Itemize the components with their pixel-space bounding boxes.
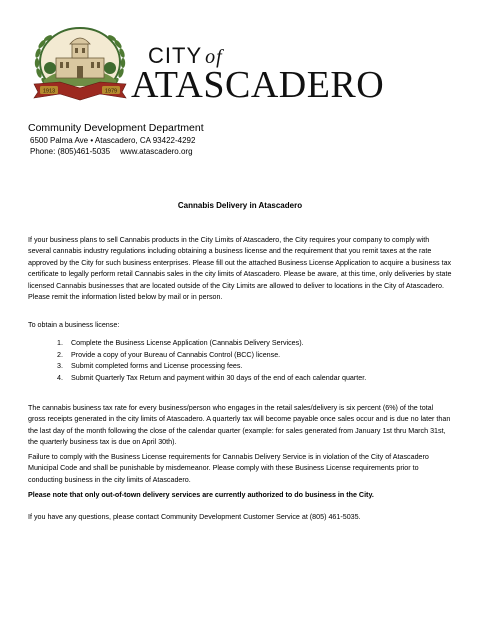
list-item: 4. Submit Quarterly Tax Return and payment within 30 days of the end of each calendar quarter.: [57, 373, 367, 382]
list-item: 3. Submit completed forms and License processing fees.: [57, 362, 243, 371]
department-address: 6500 Palma Ave • Atascadero, CA 93422-4292: [30, 136, 196, 145]
city-seal-logo: [26, 22, 134, 106]
department-name: Community Development Department: [28, 122, 204, 134]
list-item: 1. Complete the Business License Application (Cannabis Delivery Services).: [57, 339, 304, 347]
list-item: 2. Provide a copy of your Bureau of Cannabis Control (BCC) license.: [57, 350, 281, 359]
website-url: www.atascadero.org: [120, 147, 193, 156]
logo-city-word: CITY: [148, 43, 203, 68]
license-steps-list: [57, 338, 366, 384]
contact-line: [30, 146, 193, 157]
logo-of-word: of: [205, 46, 223, 68]
questions-paragraph: If you have any questions, please contact Community Development Customer Service at (805) 461-5035.: [28, 513, 361, 521]
phone-number: Phone: (805)461-5035: [30, 147, 111, 156]
intro-paragraph: If your business plans to sell Cannabis products in the City Limits of Atascadero, the City requires your company to comply with several cannabis industry regulations including obtaining a business license and the requirement that you remit taxes at the rate approved by the City for such business enterprises. Please fill out the attached Business License Application to acquire a business tax certificate to legally perform retail Cannabis sales in the city limits of Atascadero. Please be aware, at this time, only deliveries by state licensed Cannabis businesses that are located outside of the City Limits are allowed to deliver to locations in the City of Atascadero. Please remit the information listed below by mail or in person.: [28, 236, 452, 302]
authorization-note: Please note that only out-of-town delivery services are currently authorized to do business in the City.: [28, 491, 374, 499]
logo-city-name: ATASCADERO: [131, 64, 385, 106]
tax-rate-paragraph: The cannabis business tax rate for every business/person who engages in the retail sales/delivery is six percent (6%) of the total gross receipts generated in the city limits of Atascadero. A quarterly tax will become payable once sales occur and is due no later than the last day of the month following the close of the calendar quarter (example: for sales generated from January 1st thru March 31st, the quarterly business tax is due on April 30th).: [28, 404, 451, 447]
document-title: Cannabis Delivery in Atascadero: [177, 201, 303, 210]
compliance-paragraph: Failure to comply with the Business License requirements for Cannabis Delivery Service is in violation of the City of Atascadero Municipal Code and shall be punishable by misdemeanor. Please comply with these Business License requirements prior to conducting business in the city limits of Atascadero.: [28, 453, 429, 484]
seal-badge-right: 1979: [104, 88, 118, 95]
obtain-license-paragraph: To obtain a business license:: [28, 321, 120, 329]
seal-badge-left: 1913: [42, 88, 56, 95]
